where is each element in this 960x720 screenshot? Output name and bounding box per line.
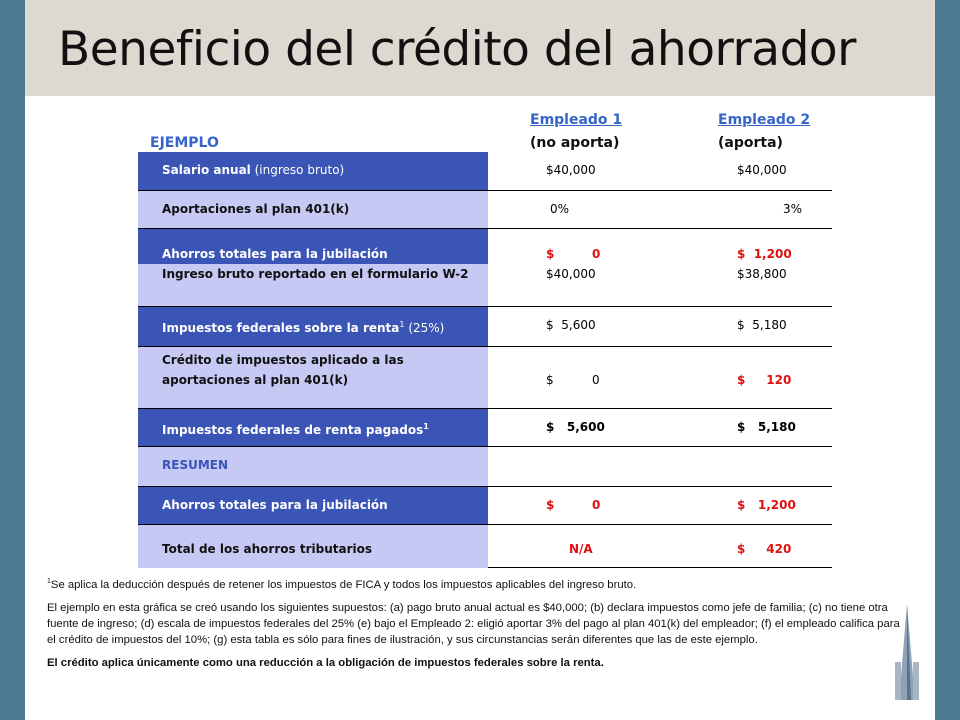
row-label: Impuestos federales de renta pagados$^1$ xyxy=(162,422,429,437)
comparison-table xyxy=(138,152,832,568)
employee-2-value: $38,800 xyxy=(737,267,787,281)
table-row xyxy=(138,408,832,447)
row-label: Aportaciones al plan 401(k) xyxy=(162,202,350,216)
employee-1-subheader: (no aporta) xyxy=(530,135,620,151)
employee-1-currency: $ xyxy=(546,498,555,512)
tower-logo-icon xyxy=(887,602,927,702)
ejemplo-label: EJEMPLO xyxy=(150,135,219,151)
table-row xyxy=(138,486,832,525)
page-title: Beneficio del crédito del ahorrador xyxy=(58,22,857,77)
employee-2-value: $ 1,200 xyxy=(737,247,792,261)
employee-2-value: $ 5,180 xyxy=(737,420,796,434)
table-row xyxy=(138,190,832,229)
table-row xyxy=(138,264,832,306)
employee-2-value: $ 420 xyxy=(737,542,792,556)
footnote-1: $^1$Se aplica la deducción después de retener los impuestos de FICA y todos los impuestos aplicables del ingreso bruto. xyxy=(47,578,637,591)
footnotes xyxy=(47,574,907,678)
employee-2-value: $40,000 xyxy=(737,163,787,177)
employee-1-value: $40,000 xyxy=(546,267,596,281)
employee-1-value: $40,000 xyxy=(546,163,596,177)
employee-1-value: 0 xyxy=(592,247,601,261)
employee-1-value: 0 xyxy=(592,373,600,387)
employee-1-currency: $ xyxy=(546,247,555,261)
row-label: Salario anual (ingreso bruto) xyxy=(162,163,345,177)
employee-2-value: $ 120 xyxy=(737,373,792,387)
table-row xyxy=(138,524,832,568)
employee-2-value: $ 5,180 xyxy=(737,318,787,332)
table-row xyxy=(138,446,832,487)
resumen-heading: RESUMEN xyxy=(162,458,229,472)
employee-2-subheader: (aporta) xyxy=(718,135,783,151)
table-row xyxy=(138,152,832,190)
employee-2-value: 3% xyxy=(783,202,803,216)
row-label-line-2: aportaciones al plan 401(k) xyxy=(162,373,349,387)
row-label-line-1: Crédito de impuestos aplicado a las xyxy=(162,353,404,367)
row-label: Total de los ahorros tributarios xyxy=(162,542,372,556)
assumptions-note: El ejemplo en esta gráfica se creó usando los siguientes supuestos: (a) pago bruto anual actual es $40,000; (b) declara impuestos como jefe de familia; (c) no tiene otra fuente de ingreso; (d) escala de impuestos federales del 25% (e) bajo el Empleado 2: eligió aportar 3% del pago al plan 401(k) del empleador; (f) el empleado califica para el crédito de impuestos del 10%; (g) esta tabla es sólo para fines de ilustración, y sus circunstancias serán diferentes que las de este ejemplo. xyxy=(47,601,900,646)
employee-1-value: 0 xyxy=(592,498,601,512)
employee-1-currency: $ xyxy=(546,373,554,387)
title-band xyxy=(25,0,935,96)
table-row xyxy=(138,228,832,265)
employee-2-header: Empleado 2 xyxy=(718,112,811,128)
employee-1-value: $ 5,600 xyxy=(546,318,596,332)
employee-1-value: N/A xyxy=(569,542,593,556)
row-label: Ahorros totales para la jubilación xyxy=(162,498,388,512)
table-row xyxy=(138,306,832,347)
row-label: Ingreso bruto reportado en el formulario W-2 xyxy=(162,267,469,281)
slide xyxy=(25,0,935,720)
employee-1-header: Empleado 1 xyxy=(530,112,623,128)
employee-1-value: 0% xyxy=(550,202,570,216)
table-row xyxy=(138,346,832,409)
row-label: Impuestos federales sobre la renta$^1$ (25%) xyxy=(162,320,445,335)
employee-2-value: $ 1,200 xyxy=(737,498,796,512)
row-label: Ahorros totales para la jubilación xyxy=(162,247,388,261)
employee-1-value: $ 5,600 xyxy=(546,420,605,434)
credit-disclaimer: El crédito aplica únicamente como una reducción a la obligación de impuestos federales sobre la renta. xyxy=(47,656,604,669)
